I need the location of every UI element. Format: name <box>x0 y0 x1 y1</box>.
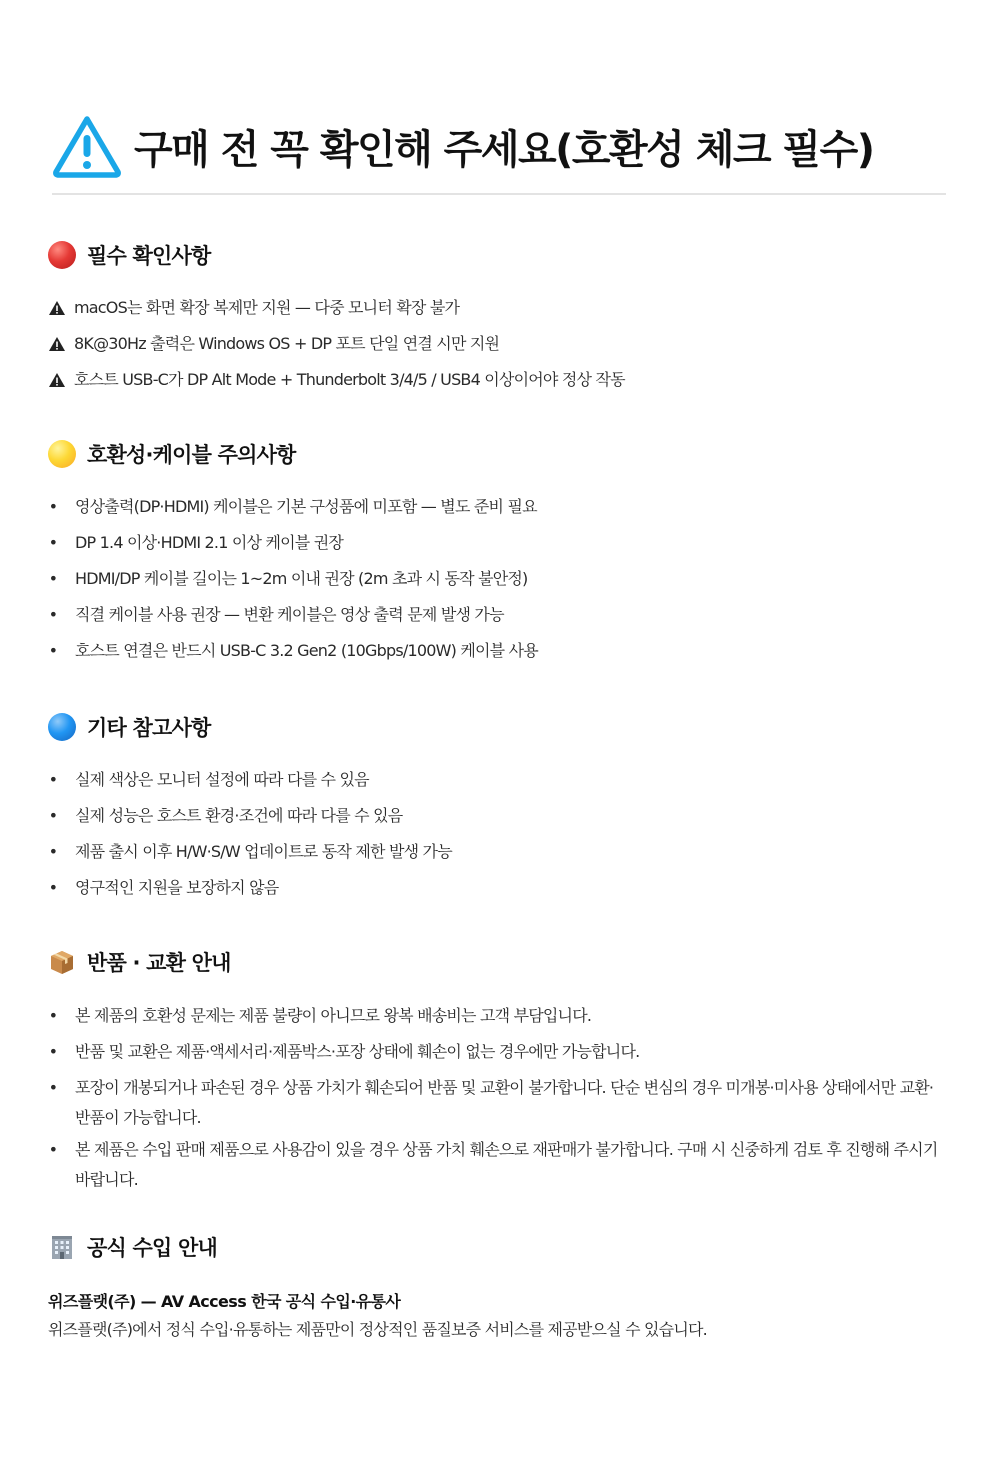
list-item-text: DP 1.4 이상·HDMI 2.1 이상 케이블 권장 <box>75 533 344 552</box>
list-item-text: HDMI/DP 케이블 길이는 1~2m 이내 권장 (2m 초과 시 동작 불안정) <box>75 569 528 588</box>
warning-icon <box>52 114 122 178</box>
list-item-text: 직결 케이블 사용 권장 — 변환 케이블은 영상 출력 문제 발생 가능 <box>75 605 504 624</box>
list-item <box>48 297 459 319</box>
office-building-icon <box>48 1233 76 1261</box>
list-item-text: 반품 및 교환은 제품·액세서리·제품박스·포장 상태에 훼손이 없는 경우에만 가능합니다. <box>75 1042 640 1061</box>
official-importer-description: 위즈플랫(주)에서 정식 수입·유통하는 제품만이 정상적인 품질보증 서비스를 제공받으실 수 있습니다. <box>48 1320 707 1339</box>
section-official-heading <box>48 1231 217 1263</box>
list-item-text: 영구적인 지원을 보장하지 않음 <box>75 878 279 897</box>
section-official-title: 공식 수입 안내 <box>87 1236 217 1260</box>
red-circle-icon <box>48 241 76 269</box>
section-etc-heading <box>48 711 210 743</box>
section-cable-heading <box>48 438 296 470</box>
list-item-text: 8K@30Hz 출력은 Windows OS + DP 포트 단일 연결 시만 지원 <box>74 334 500 353</box>
section-returns-title: 반품 · 교환 안내 <box>87 951 231 975</box>
warning-sign-icon <box>48 336 66 352</box>
section-required-heading <box>48 239 210 271</box>
section-cable-title: 호환성·케이블 주의사항 <box>87 443 296 467</box>
page-header <box>52 110 946 182</box>
list-item <box>48 333 499 355</box>
warning-sign-icon <box>48 372 66 388</box>
list-item-text: macOS는 화면 확장 복제만 지원 — 다중 모니터 확장 불가 <box>74 298 460 317</box>
section-returns-heading <box>48 946 231 978</box>
official-importer-title: 위즈플랫(주) — AV Access 한국 공식 수입·유통사 <box>48 1292 401 1311</box>
package-icon <box>48 948 76 976</box>
blue-circle-icon <box>48 713 76 741</box>
page-title: 구매 전 꼭 확인해 주세요(호환성 체크 필수) <box>134 126 874 173</box>
yellow-circle-icon <box>48 440 76 468</box>
list-item-text: 포장이 개봉되거나 파손된 경우 상품 가치가 훼손되어 반품 및 교환이 불가합니다. 단순 변심의 경우 미개봉·미사용 상태에서만 교환·반품이 가능합니다. <box>75 1078 934 1127</box>
warning-sign-icon <box>48 300 66 316</box>
list-item-text: 호스트 연결은 반드시 USB-C 3.2 Gen2 (10Gbps/100W) 케이블 사용 <box>75 641 538 660</box>
list-item-text: 실제 성능은 호스트 환경·조건에 따라 다를 수 있음 <box>75 806 403 825</box>
list-item-text: 본 제품은 수입 판매 제품으로 사용감이 있을 경우 상품 가치 훼손으로 재판매가 불가합니다. 구매 시 신중하게 검토 후 진행해 주시기 바랍니다. <box>75 1140 938 1189</box>
list-item-text: 본 제품의 호환성 문제는 제품 불량이 아니므로 왕복 배송비는 고객 부담입니다. <box>75 1006 592 1025</box>
section-required-title: 필수 확인사항 <box>87 244 211 268</box>
list-item-text: 실제 색상은 모니터 설정에 따라 다를 수 있음 <box>75 770 369 789</box>
header-divider <box>52 193 946 195</box>
list-item <box>48 369 625 391</box>
list-item-text: 제품 출시 이후 H/W·S/W 업데이트로 동작 제한 발생 가능 <box>75 842 452 861</box>
section-etc-title: 기타 참고사항 <box>87 716 211 740</box>
list-item-text: 호스트 USB-C가 DP Alt Mode + Thunderbolt 3/4/5 / USB4 이상이어야 정상 작동 <box>74 370 625 389</box>
list-item-text: 영상출력(DP·HDMI) 케이블은 기본 구성품에 미포함 — 별도 준비 필요 <box>75 497 537 516</box>
